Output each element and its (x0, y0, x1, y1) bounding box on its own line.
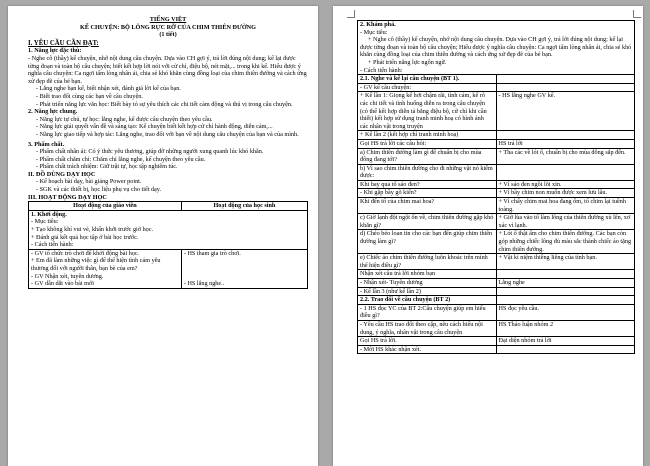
table-row (29, 210, 308, 249)
paragraph: - Lắng nghe bạn kể, biết nhận xét, đánh giá lời kể của bạn. (36, 85, 181, 93)
lesson-title: KỂ CHUYỆN: BỘ LÔNG RỰC RỠ CỦA CHIM THIÊN ĐƯỜNG (80, 23, 256, 31)
section-heading-activities: III. HOẠT ĐỘNG DẠY HỌC (28, 193, 107, 201)
lesson-duration: (1 tiết) (159, 31, 177, 39)
table-row (358, 92, 635, 131)
table-cell (358, 21, 635, 75)
table-body (358, 75, 635, 354)
table-row (358, 180, 635, 189)
teacher-cell: Gọi HS trả lời các câu hỏi: (358, 139, 497, 148)
table-row (29, 249, 308, 288)
table-cell (29, 210, 308, 249)
activities-table (28, 201, 308, 289)
subsection-heading: 1. Năng lực đặc thù: (28, 47, 82, 55)
table-cell (29, 249, 182, 288)
activity-heading: 1. Khởi động. (31, 210, 67, 218)
paragraph: - Phẩm chất trách nhiệm: Giữ trật tự, học tập nghiêm túc. (36, 163, 178, 171)
page-margin-marker (633, 10, 641, 18)
paragraph: - Năng lực giải quyết vấn đề và sáng tạo: Kể chuyện biết kết hợp cử chỉ hành động, diễn cảm,... (36, 123, 273, 131)
subject-heading: TIẾNG VIỆT (149, 16, 187, 23)
page-content (357, 20, 635, 354)
teacher-cell: d) Chéo béo loan tin cho các bạn đến giúp chim thiên đường làm gì? (358, 230, 497, 254)
teacher-cell: - Nhận xét- Tuyên dương (358, 279, 497, 288)
table-cell (181, 249, 307, 288)
student-cell (496, 345, 635, 354)
student-cell: HS Thảo luận nhóm 2 (496, 320, 635, 336)
student-cell (496, 270, 635, 279)
paragraph: - Nghe cô (thầy) kể chuyện, nhớ nội dung câu chuyện. Dựa vào CH gợi ý, trả lời đúng nội dung; kể lại được từng đoạn và toàn bộ câu chuyện; biết kết hợp lời nói với cử chỉ, điệu bộ, nét mặt,... trong khi kể. Hiểu được ý nghĩa câu chuyện: Ca ngợi tấm lòng nhân ái, chia sẻ khó khăn cùng đồng loại của chim thiên đường và cách ứng xử đẹp đẽ của bé bạn. (28, 54, 307, 85)
cell-text: + Phát triển năng lực ngôn ngữ. (368, 58, 447, 66)
table-row (358, 148, 635, 164)
paragraph: - Năng lực tự chủ, tự học: lắng nghe, kể được câu chuyện theo yêu cầu. (36, 115, 213, 123)
student-cell (496, 83, 635, 92)
teacher-cell: Nhận xét câu trả lời nhóm bạn (358, 270, 497, 279)
column-header: Hoạt động của học sinh (181, 202, 307, 211)
paragraph: - Phẩm chất chăm chỉ: Chăm chỉ lắng nghe, kể chuyện theo yêu cầu. (36, 155, 206, 163)
cell-text: - GV tổ chức trò chơi để khởi động bài học. (31, 249, 140, 257)
cell-text: + Tạo không khí vui vẻ, khấn khởi trước giờ học. (31, 226, 154, 234)
student-cell: + Vì chấy chim mai hoa đang ốm, tổ chim lại tuềnh toàng. (496, 198, 635, 214)
paragraph: - Kế hoạch bài dạy, bài giảng Power point. (36, 178, 142, 186)
teacher-cell: - Mời HS khác nhận xét. (358, 345, 497, 354)
teacher-cell: + Kể lần 1: Giọng kể hơi chậm rãi, tình cảm, kể rõ các chi tiết và tình huống diễn ra trong câu chuyện (có thể kết hợp diễn tả bằng điệu bộ, cử chỉ khi cần thiết) kết hợp sử dụng tranh minh hoạ có hình ảnh các nhân vật trong truyện (358, 92, 497, 131)
cell-text: - HS lắng nghe.. (183, 280, 225, 288)
teacher-cell: e) Chiếc áo chim thiên đường luôn khoác trên mình thể hiện điều gì? (358, 254, 497, 270)
student-cell: + Vì bầy chim non muốn được xem lưu lâu. (496, 189, 635, 198)
student-cell: HS đọc yêu cầu. (496, 304, 635, 320)
table-row (358, 21, 635, 75)
table-header-row (29, 202, 308, 211)
student-cell: Đại diện nhóm trả lời (496, 337, 635, 346)
teacher-cell: 2.2. Trao đổi về câu chuyện (BT 2) (358, 296, 497, 305)
activities-table-continued (357, 20, 635, 354)
table-row (358, 131, 635, 140)
teacher-cell: - Khi gặp bầy gõ kiến? (358, 189, 497, 198)
table-row (358, 254, 635, 270)
document-page-left (8, 6, 318, 466)
table-row (358, 164, 635, 180)
table-row (358, 320, 635, 336)
teacher-cell: 2.1. Nghe và kể lại câu chuyện (BT 1). (358, 75, 497, 84)
student-cell (496, 131, 635, 140)
paragraph: - Năng lực giao tiếp và hợp tác: Lắng nghe, trao đổi với bạn về nội dung câu chuyện của bạn và của mình. (36, 130, 299, 138)
student-cell (496, 287, 635, 296)
teacher-cell: - Kể lần 3 (như kể lần 2) (358, 287, 497, 296)
subsection-heading: 2. Năng lực chung. (28, 108, 78, 116)
cell-text: - Cách tiến hành: (31, 241, 74, 249)
subsection-heading: 3. Phẩm chất. (28, 140, 65, 148)
cell-text: + Nghe cô (thầy) kể chuyện, nhớ nội dung câu chuyện. Dựa vào CH gợi ý, trả lời đúng nội dung; kể lại được từng đoạn và toàn bộ câu chuyện; Hiểu được ý nghĩa câu chuyện: Ca ngợi tấm lòng nhân ái, chia sẻ khó khăn cùng đồng loại của chim thiên đường và cách ứng xử đẹp đẽ của bé bạn. (360, 36, 632, 59)
table-row (358, 189, 635, 198)
student-cell: + Tha các về lót ổ, chuẩn bị cho mùa đông sắp đến. (496, 148, 635, 164)
table-row (358, 83, 635, 92)
table-row (358, 304, 635, 320)
cell-text: - Mục tiêu: (31, 218, 59, 226)
teacher-cell: - GV kể câu chuyện: (358, 83, 497, 92)
cell-text: - Cách tiến hành: (360, 66, 403, 74)
student-cell: + Vật kỉ niệm thiêng liêng của tình bạn. (496, 254, 635, 270)
table-row (358, 214, 635, 230)
student-cell: - HS lắng nghe GV kể. (496, 92, 635, 131)
teacher-cell: Gọi HS trả lời. (358, 337, 497, 346)
table-row (358, 337, 635, 346)
student-cell (496, 75, 635, 84)
column-header: Hoạt động của giáo viên (29, 202, 182, 211)
table-row (358, 139, 635, 148)
teacher-cell: c) Giờ lạnh đột ngột ốn về, chim thiên đường gặp khó khăn gì? (358, 214, 497, 230)
student-cell: + Giờ lùa vào tổ làm lông của thiên đường xù lên, xơ xác vì lạnh. (496, 214, 635, 230)
paragraph: - Phát triển năng lực văn học: Biết bày tỏ sự yêu thích các chi tiết cảm động và thú vị trong câu chuyện. (36, 100, 293, 108)
table-row (358, 296, 635, 305)
student-cell: + Vì sáo đen ngồi lõi xin. (496, 180, 635, 189)
student-cell (496, 296, 635, 305)
student-cell: + Lót ổ thật ấm cho chim thiên đường. Các bạn còn góp những chiếc lông đủ màu sắc thành chiếc áo tặng chim thiên đường. (496, 230, 635, 254)
teacher-cell: + Kể lần 2 (kết hợp chỉ tranh minh hoạ) (358, 131, 497, 140)
cell-text: - HS tham gia trò chơi. (183, 249, 241, 257)
activity-heading: 2. Khám phá. (360, 21, 396, 28)
table-row (358, 287, 635, 296)
table-row (358, 75, 635, 84)
cell-text: + Em đã làm những việc gì để thể hiện tình cảm yêu thương đối với người thân, bạn bè của em? (31, 257, 161, 272)
section-heading-materials: II. ĐỒ DÙNG DẠY HỌC (28, 170, 96, 178)
student-cell (496, 164, 635, 180)
student-cell: HS trả lời (496, 139, 635, 148)
cell-text: - GV Nhận xét, tuyên dương. (31, 272, 104, 280)
cell-text: + Đánh giá kết quả học tập ở bài học trước. (31, 233, 139, 241)
paragraph: - Phẩm chất nhân ái: Có ý thức yêu thương, giúp đỡ những người xung quanh lúc khó khăn. (36, 148, 264, 156)
paragraph: - SGK và các thiết bị, học liệu phụ vụ cho tiết dạy. (36, 186, 162, 194)
table-row (358, 198, 635, 214)
cell-text: - Mục tiêu: (360, 28, 388, 36)
teacher-cell: Khi bay qua tổ sáo đen? (358, 180, 497, 189)
page-content (28, 16, 308, 289)
page-margin-marker (347, 10, 355, 18)
table-row (358, 270, 635, 279)
teacher-cell: Khi đến tổ của chim mai hoa? (358, 198, 497, 214)
teacher-cell: b) Vì sao chim thiên đường cho đi những vật nó kiếm được: (358, 164, 497, 180)
student-cell: Lắng nghe (496, 279, 635, 288)
cell-text: - GV dẫn dắt vào bài mới (31, 280, 94, 288)
teacher-cell: - 1 HS đọc YC của BT 2:Câu chuyện giúp em hiểu điều gì? (358, 304, 497, 320)
table-row (358, 345, 635, 354)
paragraph: - Biết trao đổi cùng các bạn về câu chuyện. (36, 92, 143, 100)
table-row (358, 230, 635, 254)
section-heading-requirements: I. YÊU CẦU CẦN ĐẠT: (28, 39, 99, 47)
teacher-cell: a) Chim thiên đường làm gì để chuẩn bị cho mùa đông đang tới? (358, 148, 497, 164)
teacher-cell: - Yêu cầu HS trao đổi theo cặp, nêu cách hiểu nội dung, ý nghĩa, nhân vật trong câu chuyện (358, 320, 497, 336)
table-row (358, 279, 635, 288)
document-page-right (333, 6, 643, 466)
